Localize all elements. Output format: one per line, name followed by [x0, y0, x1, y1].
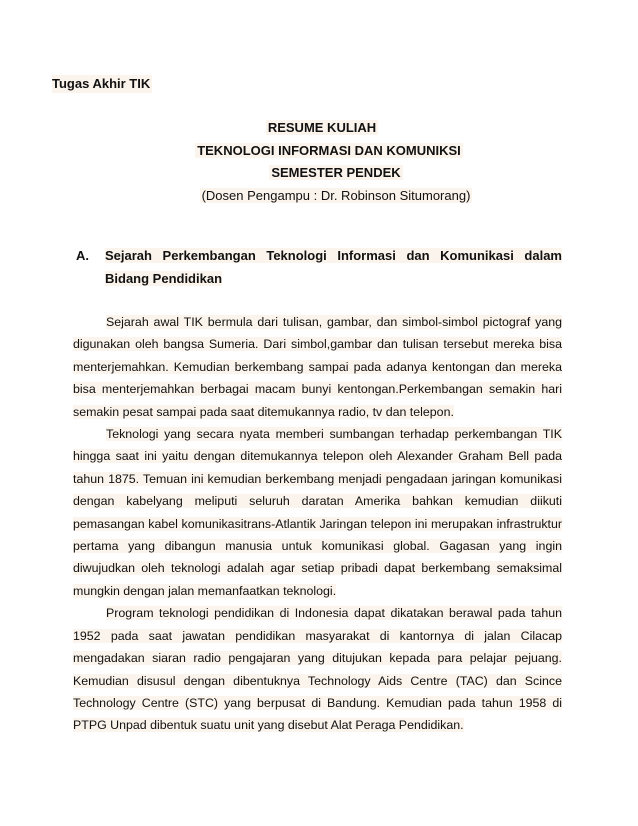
paragraph-3-text: Program teknologi pendidikan di Indonesia dapat dikatakan berawal pada tahun 1952 pada saat jawatan pendidikan masyarakat di kantornya di jalan Cilacap mengadakan siaran radio pengajaran yang ditujukan kepada para pelajar pejuang. Kemudian disusul dengan dibentuknya Technology Aids Centre (TAC) dan Scince Technology Centre (STC) yang berpusat di Bandung. Kemudian pada tahun 1958 di PTPG Unpad dibentuk suatu unit yang disebut Alat Peraga Pendidikan.	[73, 606, 562, 733]
paragraph-1	[73, 311, 562, 423]
section-letter: A.	[76, 248, 89, 263]
title-line-1	[0, 117, 638, 140]
paragraph-1-text: Sejarah awal TIK bermula dari tulisan, gambar, dan simbol-simbol pictograf yang digunakan oleh bangsa Sumeria. Dari simbol,gambar dan tulisan tersebut mereka bisa menterjemahkan. Kemudian berkembang sampai pada adanya kentongan dan mereka bisa menterjemahkan berbagai macam bunyi kentongan.Perkembangan semakin hari semakin pesat sampai pada saat ditemukannya radio, tv dan telepon.	[73, 315, 562, 419]
title-line-2	[0, 140, 638, 163]
title-line-1-text: RESUME KULIAH	[267, 120, 377, 135]
document-label: Tugas Akhir TIK	[52, 76, 151, 91]
section-body	[73, 311, 562, 737]
title-line-3	[0, 162, 638, 185]
paragraph-3	[73, 602, 562, 736]
section-heading-text-wrap	[105, 244, 562, 290]
title-block	[0, 117, 638, 207]
section-heading-text: Sejarah Perkembangan Teknologi Informasi dan Komunikasi dalam Bidang Pendidikan	[105, 248, 562, 286]
paragraph-2	[73, 423, 562, 602]
paragraph-2-text: Teknologi yang secara nyata memberi sumbangan terhadap perkembangan TIK hingga saat ini yaitu dengan ditemukannya telepon oleh Alexander Graham Bell pada tahun 1875. Temuan ini kemudian berkembang menjadi pengadaan jaringan komunikasi dengan kabelyang meliputi seluruh daratan Amerika bahkan kemudian diikuti pemasangan kabel komunikasitrans-Atlantik Jaringan telepon ini merupakan infrastruktur pertama yang dibangun manusia untuk komunikasi global. Gagasan yang ingin diwujudkan oleh teknologi adalah agar setiap pribadi dapat berkembang semaksimal mungkin dengan jalan memanfaatkan teknologi.	[73, 427, 562, 598]
title-line-4	[0, 185, 638, 208]
title-line-2-text: TEKNOLOGI INFORMASI DAN KOMUNIKSI	[197, 142, 461, 158]
title-line-4-text: (Dosen Pengampu : Dr. Robinson Situmorang)	[201, 187, 471, 203]
title-line-3-text: SEMESTER PENDEK	[271, 165, 401, 180]
